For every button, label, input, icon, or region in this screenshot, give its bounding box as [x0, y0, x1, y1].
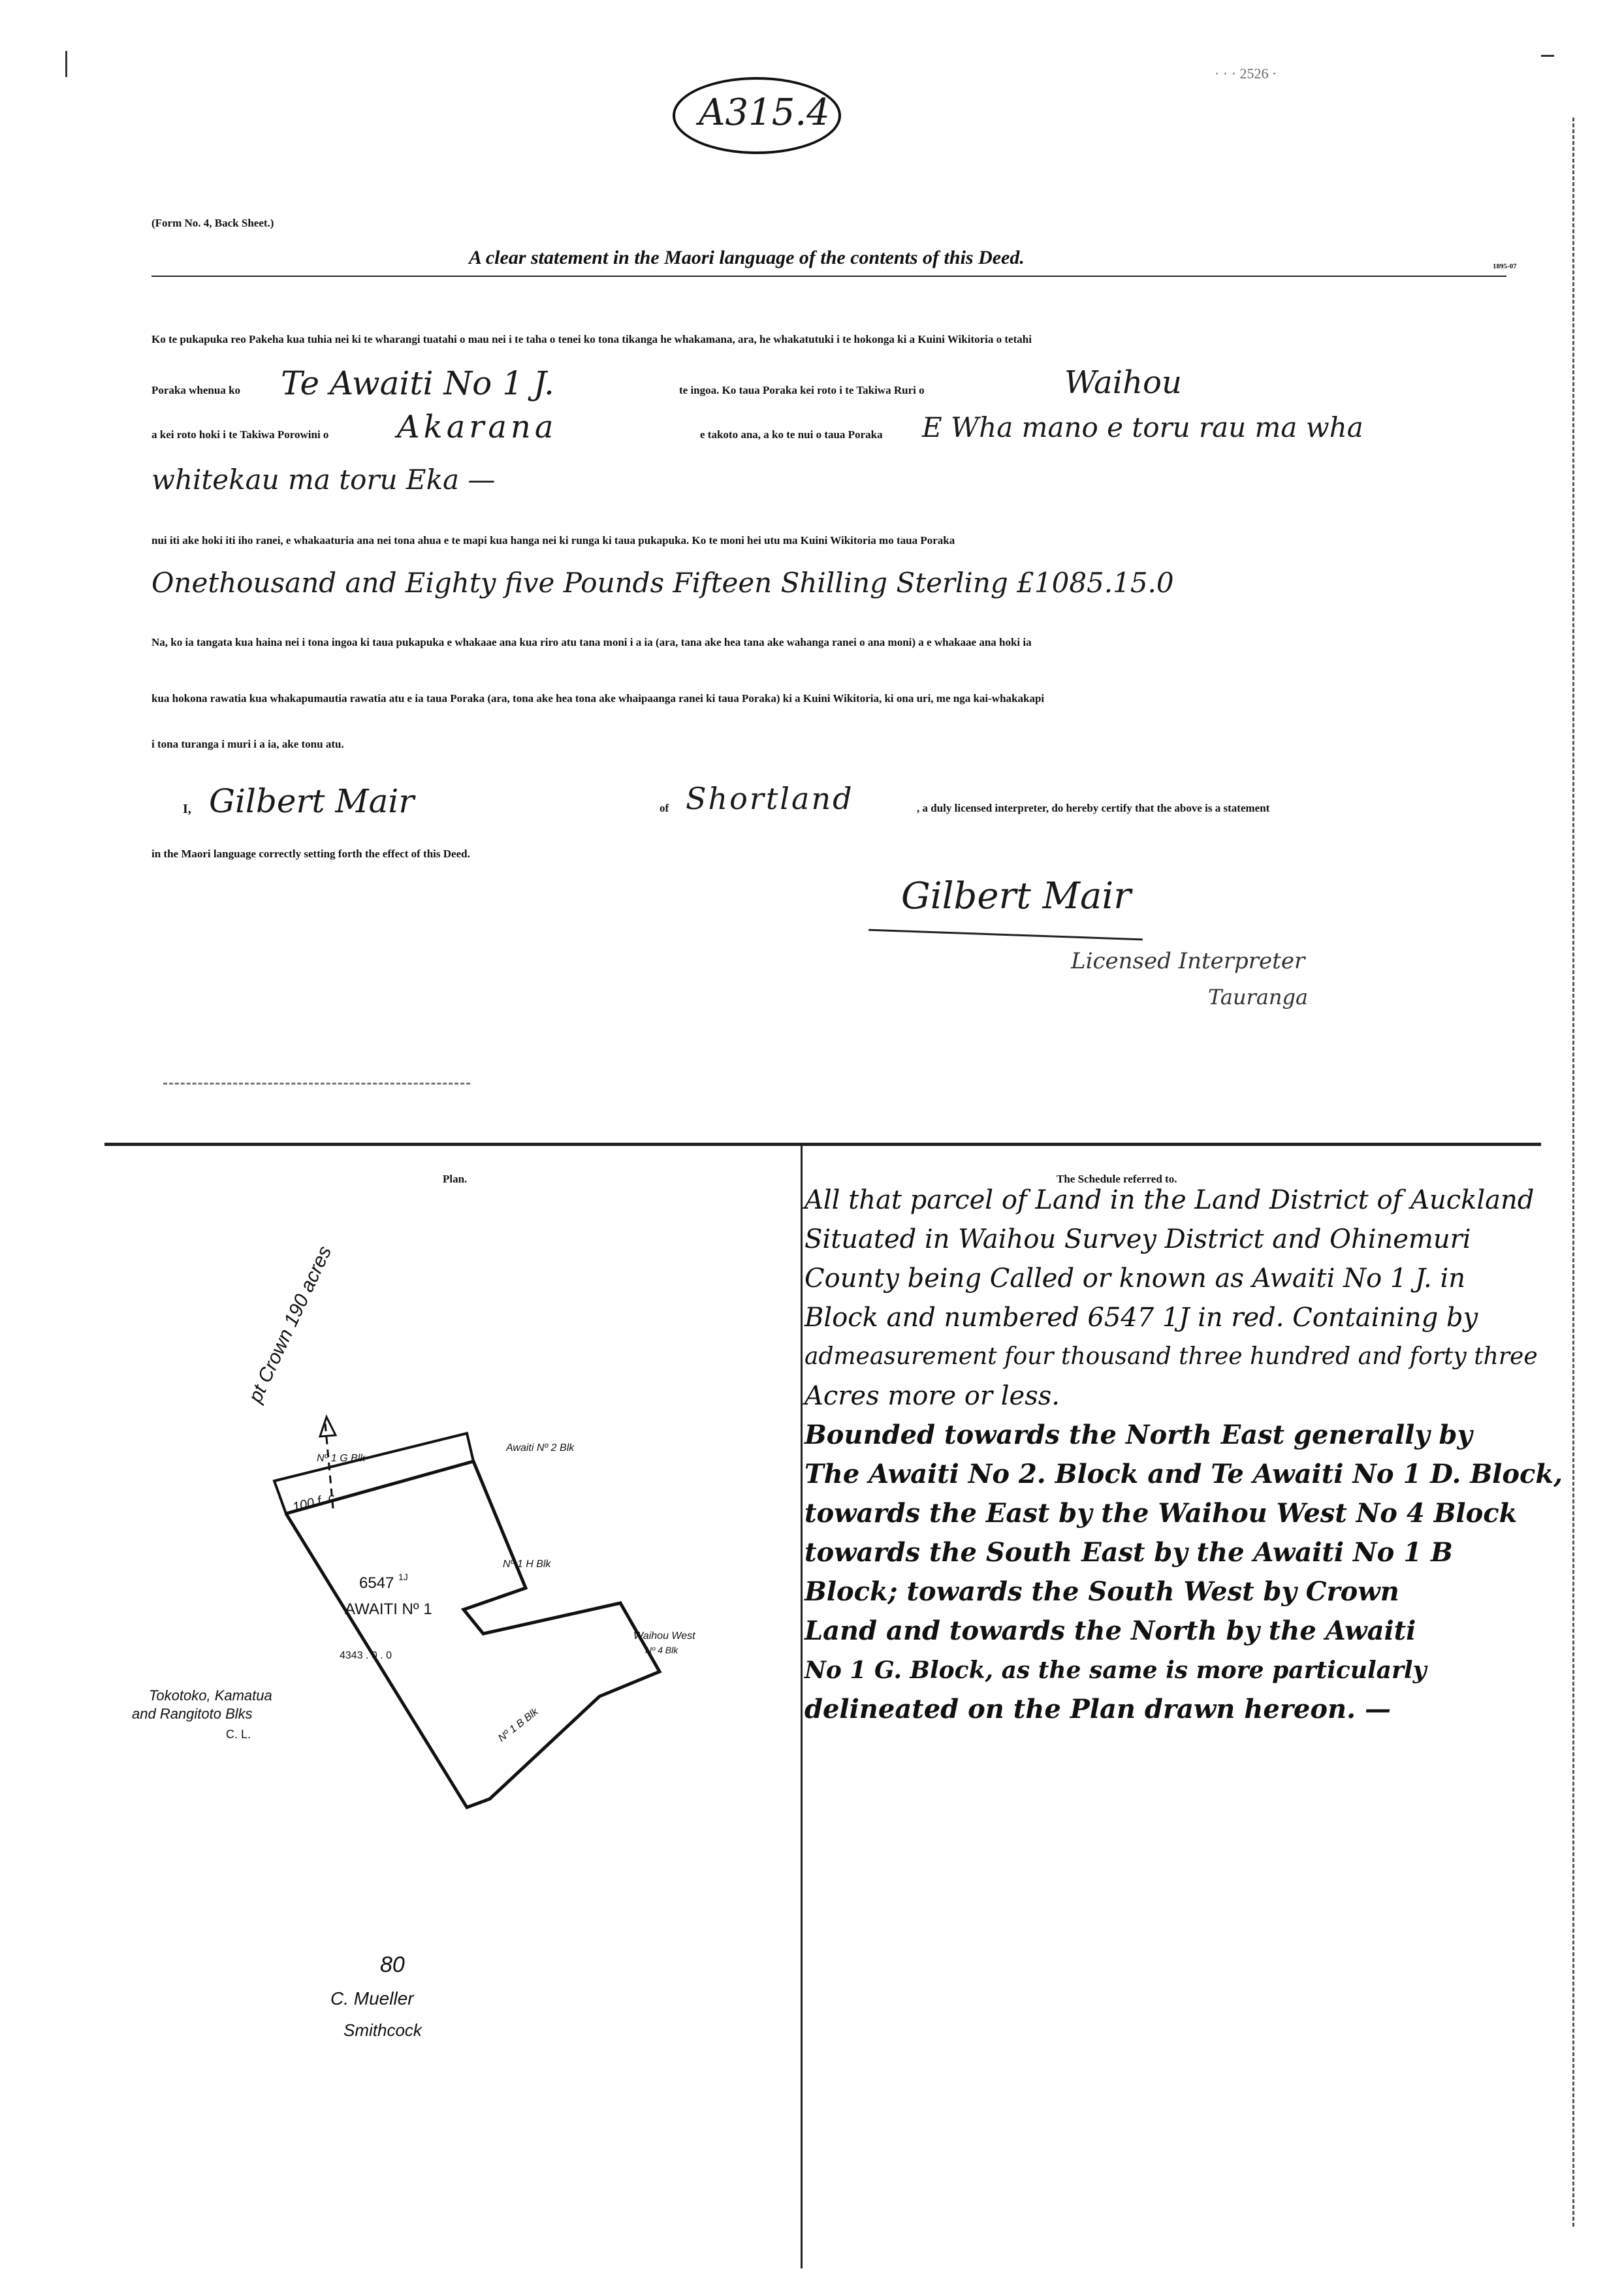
- certificate-text: , a duly licensed interpreter, do hereby certify that the above is a statement: [917, 802, 1270, 814]
- top-right-mark: · · · 2526 ·: [1215, 65, 1277, 82]
- column-divider: [801, 1145, 803, 2268]
- plan-block-sup: 1J: [398, 1572, 408, 1582]
- signature-flourish: [868, 929, 1143, 941]
- schedule-line: delineated on the Plan drawn hereon. —: [804, 1694, 1391, 1724]
- plan-block-area: 4343 . 0 . 0: [340, 1650, 392, 1661]
- page-title: A clear statement in the Maori language of the contents of this Deed.: [469, 247, 1025, 268]
- plan-map: [98, 1188, 790, 2259]
- schedule-heading: The Schedule referred to.: [1057, 1173, 1177, 1185]
- schedule-line: No 1 G. Block, as the same is more particularly: [804, 1657, 1427, 1684]
- plan-road-label: 100 f. c.: [291, 1489, 340, 1515]
- plan-block-boundary: [286, 1461, 660, 1807]
- faint-dashes: [163, 1083, 470, 1085]
- form-label: (Form No. 4, Back Sheet.): [151, 217, 274, 229]
- paragraph-2: nui iti ake hoki iti iho ranei, e whakaaturia ana nei tona ahua e te mapi kua hanga nei ki runga ki taua pukapuka. Ko te moni hei utu ma Kuini Wikitoria mo taua Poraka: [151, 534, 955, 547]
- title-rule: [151, 276, 1506, 277]
- schedule-line: Acres more or less.: [804, 1381, 1060, 1411]
- right-margin-dashes: [1572, 118, 1574, 2227]
- plan-block-name: AWAITI Nº 1: [345, 1600, 432, 1618]
- schedule-body: [804, 1181, 1563, 1729]
- plan-left-label-1: Tokotoko, Kamatua: [149, 1687, 272, 1704]
- reference-stamp-text: A315.4: [699, 91, 830, 134]
- schedule-line: Land and towards the North by the Awaiti: [804, 1615, 1416, 1646]
- plan-bottom-sig-2: Smithcock: [343, 2020, 422, 2040]
- interpreter-place-field: Shortland: [686, 781, 854, 816]
- plan-heading: Plan.: [443, 1173, 468, 1185]
- schedule-line: towards the South East by the Awaiti No 1 B: [804, 1537, 1453, 1568]
- plan-label-n1g: Nº 1 G Blk: [317, 1453, 366, 1464]
- corner-code: 1895-07: [1493, 262, 1517, 270]
- plan-label-waihou-west: Waihou West: [633, 1630, 695, 1642]
- certificate-of: of: [660, 802, 669, 814]
- paragraph-3-line-2: kua hokona rawatia kua whakapumautia rawatia atu e ia taua Poraka (ara, tona ake hea tona ake whaipaanga ranei ki taua Poraka) ki a Kuini Wikitoria, ki ona uri, me nga kai-whakakapi: [151, 692, 1045, 705]
- paragraph-1: Ko te pukapuka reo Pakeha kua tuhia nei ki te wharangi tuatahi o mau nei i te taha o tenei ko tona tikanga he whakamana, ara, he whakatutuki i te hokonga ki a Kuini Wikitoria o tetahi: [151, 333, 1032, 345]
- scan-mark-right: [1541, 55, 1554, 57]
- line-2-mid: te ingoa. Ko taua Poraka kei roto i te Takiwa Ruri o: [679, 384, 925, 396]
- price-field: Onethousand and Eighty five Pounds Fifteen Shilling Sterling £1085.15.0: [151, 567, 1174, 599]
- plan-label-awaiti2: Awaiti Nº 2 Blk: [506, 1442, 575, 1454]
- certificate-i: I,: [183, 802, 191, 816]
- area-maori-line-1: E Wha mano e toru rau ma wha: [922, 411, 1363, 443]
- province-field: Akarana: [397, 409, 558, 445]
- scan-mark-left: [65, 51, 67, 77]
- line-2-lead: Poraka whenua ko: [151, 384, 241, 396]
- plan-label-waihou-west-2: Nº 4 Blk: [645, 1645, 678, 1655]
- plan-bottom-number: 80: [380, 1952, 405, 1977]
- schedule-line: Bounded towards the North East generally by: [804, 1420, 1473, 1450]
- schedule-line: County being Called or known as Awaiti No 1 J. in: [804, 1263, 1466, 1294]
- schedule-line: All that parcel of Land in the Land District of Auckland: [804, 1185, 1535, 1215]
- plan-crown-note: pt Crown 190 acres: [244, 1243, 336, 1406]
- plan-label-n1b: Nº 1 B Blk: [496, 1706, 541, 1745]
- plan-block-number: 6547: [359, 1574, 394, 1592]
- plan-arrow-head: [320, 1417, 336, 1437]
- interpreter-signature: Gilbert Mair: [901, 875, 1132, 917]
- line-3-lead: a kei roto hoki i te Takiwa Porowini o: [151, 428, 329, 441]
- certificate-text-2: in the Maori language correctly setting forth the effect of this Deed.: [151, 848, 470, 860]
- signature-title-2: Tauranga: [1208, 985, 1309, 1009]
- plan-left-label-2: and Rangitoto Blks: [132, 1706, 253, 1722]
- schedule-line: admeasurement four thousand three hundred and forty three: [804, 1343, 1538, 1370]
- schedule-line: Situated in Waihou Survey District and Ohinemuri: [804, 1224, 1471, 1254]
- plan-label-n1h: Nº 1 H Blk: [503, 1559, 551, 1570]
- schedule-line: towards the East by the Waihou West No 4 Block: [804, 1498, 1518, 1529]
- section-divider: [104, 1143, 1541, 1146]
- survey-district-field: Waihou: [1064, 364, 1182, 401]
- plan-left-label-3: C. L.: [226, 1728, 251, 1741]
- block-name-field: Te Awaiti No 1 J.: [281, 364, 554, 402]
- line-3-mid: e takoto ana, a ko te nui o taua Poraka: [700, 428, 883, 441]
- signature-title-1: Licensed Interpreter: [1071, 948, 1305, 974]
- plan-bottom-sig-1: C. Mueller: [330, 1988, 414, 2009]
- schedule-line: Block and numbered 6547 1J in red. Containing by: [804, 1303, 1478, 1333]
- area-maori-line-2: whitekau ma toru Eka —: [151, 464, 496, 496]
- paragraph-3-line-3: i tona turanga i muri i a ia, ake tonu atu.: [151, 738, 344, 750]
- schedule-line: The Awaiti No 2. Block and Te Awaiti No 1 D. Block,: [804, 1459, 1563, 1489]
- interpreter-name-field: Gilbert Mair: [209, 782, 415, 820]
- paragraph-3-line-1: Na, ko ia tangata kua haina nei i tona ingoa ki taua pukapuka e whakaae ana kua riro atu tana moni i a ia (ara, tana ake hea tana ake wahanga ranei o ana moni) a e whakaae ana hoki ia: [151, 636, 1032, 648]
- schedule-line: Block; towards the South West by Crown: [804, 1576, 1399, 1607]
